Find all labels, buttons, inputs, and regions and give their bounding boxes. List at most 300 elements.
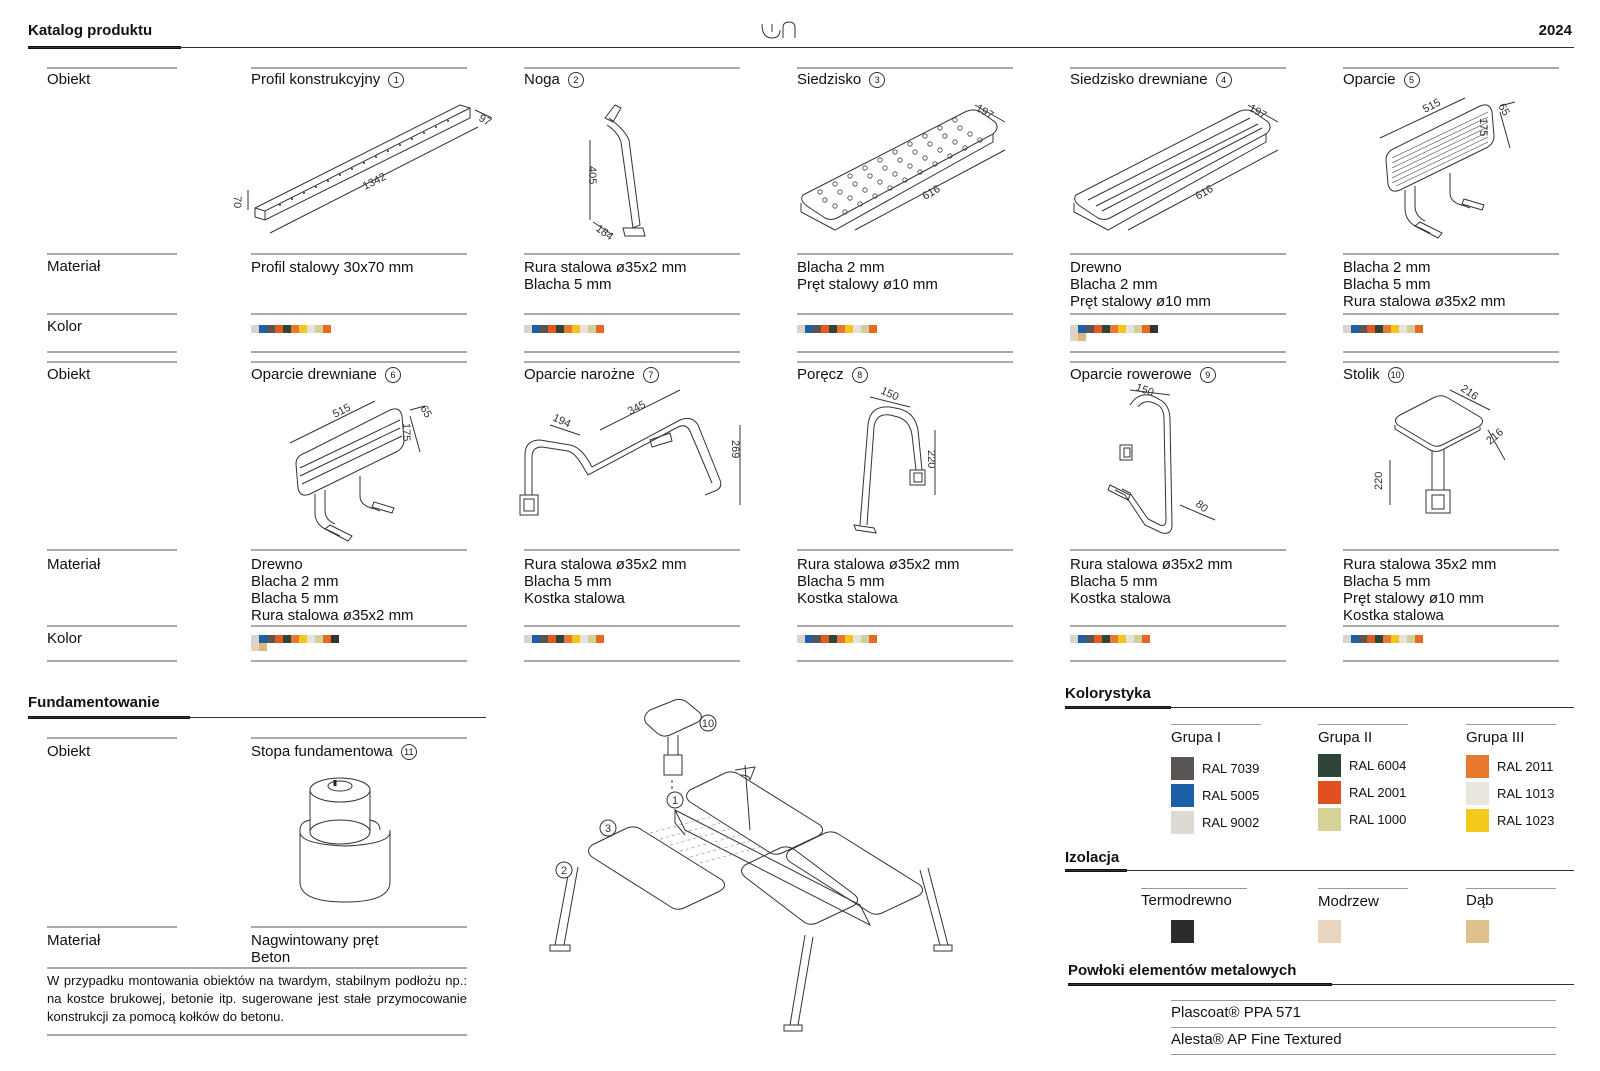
- swatch: [1086, 635, 1094, 643]
- foundation-title: Fundamentowanie: [28, 694, 160, 711]
- ral-code: RAL 2011: [1497, 759, 1554, 774]
- swatch: [1415, 325, 1423, 333]
- section-rule: [1068, 984, 1574, 985]
- rule: [1070, 625, 1286, 627]
- dim-label: 616: [1193, 183, 1216, 203]
- swatch: [1407, 325, 1415, 333]
- product-title-3: [797, 71, 885, 88]
- swatch: [1150, 325, 1158, 333]
- material-text: Nagwintowany pręt Beton: [251, 932, 379, 966]
- product-number: 5: [1404, 72, 1420, 88]
- rule: [797, 625, 1013, 627]
- swatch: [564, 325, 572, 333]
- color-group-title: Grupa II: [1318, 729, 1373, 746]
- color-swatches: [797, 325, 887, 333]
- rule: [524, 67, 740, 69]
- rule: [251, 660, 467, 662]
- dim-label: 70: [231, 196, 243, 209]
- swatch: [805, 325, 813, 333]
- swatch: [315, 325, 323, 333]
- rule: [1070, 67, 1286, 69]
- ral-item: [1171, 784, 1259, 807]
- foundation-drawing-icon: [295, 772, 405, 912]
- color-swatches: [524, 325, 614, 333]
- insulation-name: Termodrewno: [1141, 892, 1232, 909]
- color-swatches: [1070, 635, 1160, 643]
- profile-drawing-icon: [230, 100, 510, 250]
- swatch: [532, 635, 540, 643]
- swatch: [307, 325, 315, 333]
- color-chip: [1171, 811, 1194, 834]
- object-label: Obiekt: [47, 366, 91, 383]
- swatch: [813, 325, 821, 333]
- swatch: [1118, 325, 1126, 333]
- swatch: [307, 635, 315, 643]
- swatch: [596, 635, 604, 643]
- rule: [524, 313, 740, 315]
- color-chip: [1466, 809, 1489, 832]
- swatch: [1367, 325, 1375, 333]
- swatch: [1110, 635, 1118, 643]
- section-rule: [1065, 707, 1574, 708]
- section-rule: [28, 717, 486, 718]
- swatch: [1094, 635, 1102, 643]
- assembly-drawing-icon: [550, 695, 970, 1055]
- swatch: [853, 635, 861, 643]
- handrail-drawing-icon: [830, 385, 980, 545]
- swatch: [1351, 325, 1359, 333]
- swatch: [1070, 635, 1078, 643]
- ral-code: RAL 9002: [1202, 815, 1260, 830]
- rule: [1070, 361, 1286, 363]
- material-text: Profil stalowy 30x70 mm: [251, 259, 414, 276]
- swatch: [323, 635, 331, 643]
- color-chip: [1318, 808, 1341, 831]
- product-name: Stolik: [1343, 366, 1380, 383]
- swatch: [1126, 635, 1134, 643]
- swatch: [532, 325, 540, 333]
- ral-code: RAL 2001: [1349, 785, 1407, 800]
- swatch: [588, 325, 596, 333]
- callout-number: 10: [701, 718, 715, 730]
- swatch: [291, 635, 299, 643]
- color-chip: [1318, 754, 1341, 777]
- ral-item: [1466, 782, 1554, 805]
- callout-number: 3: [604, 823, 612, 835]
- swatch: [1070, 333, 1078, 341]
- rule: [797, 549, 1013, 551]
- ral-item: [1466, 755, 1553, 778]
- rule: [47, 313, 177, 315]
- material-label: Materiał: [47, 556, 101, 573]
- swatch: [556, 325, 564, 333]
- rule: [524, 351, 740, 353]
- color-swatches: [251, 635, 341, 651]
- rule: [251, 351, 467, 353]
- rule: [251, 313, 467, 315]
- ral-code: RAL 1023: [1497, 813, 1555, 828]
- dim-label: 80: [1193, 498, 1211, 516]
- ral-code: RAL 1013: [1497, 786, 1555, 801]
- dim-label: 97: [476, 112, 494, 129]
- rule: [47, 67, 177, 69]
- object-label: Obiekt: [47, 743, 91, 760]
- swatch: [1375, 635, 1383, 643]
- swatch: [837, 635, 845, 643]
- swatch: [548, 635, 556, 643]
- swatch: [540, 325, 548, 333]
- swatch: [540, 635, 548, 643]
- material-text: Blacha 2 mm Pręt stalowy ø10 mm: [797, 259, 938, 293]
- material-text: Drewno Blacha 2 mm Pręt stalowy ø10 mm: [1070, 259, 1211, 310]
- ral-code: RAL 1000: [1349, 812, 1407, 827]
- dim-label: 220: [1373, 471, 1385, 490]
- rule: [524, 549, 740, 551]
- swatch: [259, 643, 267, 651]
- coatings-title: Powłoki elementów metalowych: [1068, 962, 1297, 979]
- rule: [1343, 67, 1559, 69]
- swatch: [548, 325, 556, 333]
- ral-item: [1171, 811, 1259, 834]
- rule: [251, 625, 467, 627]
- coating-item: Plascoat® PPA 571: [1171, 1004, 1302, 1021]
- swatch: [1415, 635, 1423, 643]
- product-title-1: [251, 71, 404, 88]
- rule: [47, 351, 177, 353]
- rule: [1343, 549, 1559, 551]
- swatch: [1078, 333, 1086, 341]
- swatch: [821, 325, 829, 333]
- color-chip: [1171, 784, 1194, 807]
- product-name: Poręcz: [797, 366, 844, 383]
- rule: [524, 660, 740, 662]
- rule: [47, 660, 177, 662]
- rule: [251, 67, 467, 69]
- swatch: [1070, 325, 1078, 333]
- swatch: [813, 635, 821, 643]
- rule: [1171, 1000, 1556, 1001]
- dim-label: 150: [878, 384, 901, 404]
- swatch: [1134, 635, 1142, 643]
- swatch: [291, 325, 299, 333]
- swatch: [275, 325, 283, 333]
- ral-code: RAL 5005: [1202, 788, 1260, 803]
- rule: [524, 253, 740, 255]
- product-name: Oparcie: [1343, 71, 1396, 88]
- swatch: [1351, 635, 1359, 643]
- swatch: [251, 635, 259, 643]
- color-swatches: [1343, 325, 1433, 333]
- catalog-year: 2024: [1538, 22, 1572, 39]
- rule: [251, 549, 467, 551]
- product-title-11: [251, 743, 417, 760]
- swatch: [556, 635, 564, 643]
- rule: [1070, 549, 1286, 551]
- rule: [797, 351, 1013, 353]
- dim-label: 515: [330, 401, 353, 421]
- swatch: [1134, 325, 1142, 333]
- rule: [251, 737, 467, 739]
- swatch: [275, 635, 283, 643]
- swatch: [1359, 325, 1367, 333]
- coating-item: Alesta® AP Fine Textured: [1171, 1031, 1342, 1048]
- rule: [1343, 253, 1559, 255]
- brand-logo-icon: [759, 18, 797, 42]
- rule: [1343, 351, 1559, 353]
- swatch: [1399, 635, 1407, 643]
- color-chip: [1466, 782, 1489, 805]
- color-swatches: [797, 635, 887, 643]
- swatch: [323, 325, 331, 333]
- wooden-backrest-drawing-icon: [270, 398, 460, 548]
- product-number: 10: [1388, 367, 1404, 383]
- swatch: [1391, 635, 1399, 643]
- swatch: [797, 635, 805, 643]
- color-label: Kolor: [47, 318, 83, 335]
- ral-code: RAL 7039: [1202, 761, 1260, 776]
- product-title-7: [524, 366, 659, 383]
- rule: [47, 737, 177, 739]
- swatch: [1359, 635, 1367, 643]
- dim-label: 184: [593, 222, 616, 243]
- dim-label: 197: [973, 102, 996, 122]
- corner-backrest-drawing-icon: [520, 385, 750, 535]
- material-text: Rura stalowa ø35x2 mm Blacha 5 mm Kostka stalowa: [524, 556, 687, 607]
- table-drawing-icon: [1373, 382, 1530, 545]
- product-number: 6: [385, 367, 401, 383]
- product-title-4: [1070, 71, 1232, 88]
- dim-label: 405: [586, 166, 598, 185]
- swatch: [267, 325, 275, 333]
- ral-item: [1318, 808, 1406, 831]
- swatch: [1102, 325, 1110, 333]
- rule: [797, 313, 1013, 315]
- insulation-title: Izolacja: [1065, 849, 1120, 866]
- swatch: [1142, 325, 1150, 333]
- wooden-seat-drawing-icon: [1068, 100, 1298, 240]
- swatch: [1343, 635, 1351, 643]
- swatch: [259, 325, 267, 333]
- rule: [524, 361, 740, 363]
- swatch: [829, 325, 837, 333]
- swatch: [869, 635, 877, 643]
- material-text: Rura stalowa 35x2 mm Blacha 5 mm Pręt stalowy ø10 mm Kostka stalowa: [1343, 556, 1497, 624]
- swatch: [797, 325, 805, 333]
- rule: [251, 361, 467, 363]
- rule: [1171, 724, 1261, 725]
- swatch: [1078, 635, 1086, 643]
- rule: [251, 253, 467, 255]
- product-name: Siedzisko: [797, 71, 862, 88]
- rule: [47, 253, 177, 255]
- dim-label: 515: [1420, 96, 1443, 116]
- swatch: [588, 635, 596, 643]
- rule: [1141, 888, 1247, 889]
- callout-number: 1: [671, 795, 679, 807]
- ral-item: [1318, 754, 1406, 777]
- swatch: [861, 325, 869, 333]
- ral-item: [1171, 757, 1259, 780]
- insulation-name: Dąb: [1466, 892, 1494, 909]
- swatch: [1094, 325, 1102, 333]
- swatch: [596, 325, 604, 333]
- rule: [1070, 660, 1286, 662]
- swatch: [869, 325, 877, 333]
- dim-label: 65: [417, 403, 434, 421]
- rule: [797, 660, 1013, 662]
- swatch: [267, 635, 275, 643]
- swatch: [580, 325, 588, 333]
- product-number: 9: [1200, 367, 1216, 383]
- swatch: [572, 635, 580, 643]
- swatch: [845, 325, 853, 333]
- product-name: Siedzisko drewniane: [1070, 71, 1208, 88]
- swatch: [1399, 325, 1407, 333]
- rule: [1171, 1054, 1556, 1055]
- swatch: [283, 325, 291, 333]
- catalog-title: Katalog produktu: [28, 22, 153, 39]
- swatch: [861, 635, 869, 643]
- product-title-6: [251, 366, 401, 383]
- rule: [1070, 351, 1286, 353]
- color-swatches: [1343, 635, 1433, 643]
- product-title-5: [1343, 71, 1420, 88]
- swatch: [1086, 325, 1094, 333]
- rule: [1171, 1027, 1556, 1028]
- dim-label: 175: [400, 423, 412, 442]
- rule: [47, 361, 177, 363]
- product-name: Noga: [524, 71, 560, 88]
- color-swatches: [1070, 325, 1160, 341]
- product-title-10: [1343, 366, 1404, 383]
- swatch: [1142, 635, 1150, 643]
- material-label: Materiał: [47, 932, 101, 949]
- rule: [251, 926, 467, 928]
- dim-label: 150: [1133, 381, 1156, 400]
- swatch: [1118, 635, 1126, 643]
- product-title-2: [524, 71, 584, 88]
- swatch: [283, 635, 291, 643]
- swatch: [299, 635, 307, 643]
- swatch: [564, 635, 572, 643]
- rule: [797, 253, 1013, 255]
- product-number: 1: [388, 72, 404, 88]
- swatch: [821, 635, 829, 643]
- color-label: Kolor: [47, 630, 83, 647]
- header-rule: [28, 47, 1574, 48]
- product-number: 2: [568, 72, 584, 88]
- rule: [1466, 888, 1556, 889]
- swatch: [251, 325, 259, 333]
- material-text: Rura stalowa ø35x2 mm Blacha 5 mm Kostka stalowa: [1070, 556, 1233, 607]
- section-rule: [1065, 870, 1574, 871]
- swatch: [331, 635, 339, 643]
- product-number: 4: [1216, 72, 1232, 88]
- swatch: [1375, 325, 1383, 333]
- color-chip: [1171, 757, 1194, 780]
- rule: [524, 625, 740, 627]
- swatch: [1383, 635, 1391, 643]
- product-name: Oparcie rowerowe: [1070, 366, 1192, 383]
- material-text: Blacha 2 mm Blacha 5 mm Rura stalowa ø35x2 mm: [1343, 259, 1506, 310]
- swatch: [524, 635, 532, 643]
- ral-code: RAL 6004: [1349, 758, 1407, 773]
- rule: [1318, 724, 1408, 725]
- rule: [1343, 660, 1559, 662]
- installation-note: W przypadku montowania obiektów na twardym, stabilnym podłożu np.: na kostce brukowej, betonie itp. sugerowane jest stałe przymocowanie konstrukcji za pomocą kołków do betonu.: [47, 973, 467, 1024]
- material-label: Materiał: [47, 258, 101, 275]
- bike-rest-drawing-icon: [1100, 381, 1250, 545]
- product-number: 7: [643, 367, 659, 383]
- rule: [1466, 724, 1556, 725]
- rule: [47, 967, 467, 969]
- rule: [47, 625, 177, 627]
- dim-label: 194: [550, 411, 573, 431]
- product-number: 3: [869, 72, 885, 88]
- seat-drawing-icon: [795, 100, 1025, 240]
- rule: [1070, 313, 1286, 315]
- wood-chip: [1318, 920, 1341, 943]
- swatch: [1343, 325, 1351, 333]
- swatch: [845, 635, 853, 643]
- material-text: Rura stalowa ø35x2 mm Blacha 5 mm Kostka stalowa: [797, 556, 960, 607]
- colors-title: Kolorystyka: [1065, 685, 1151, 702]
- swatch: [1102, 635, 1110, 643]
- product-title-9: [1070, 366, 1216, 383]
- dim-label: 65: [1495, 101, 1512, 119]
- leg-drawing-icon: [585, 100, 665, 245]
- dim-label: 616: [920, 183, 943, 203]
- product-name: Oparcie narożne: [524, 366, 635, 383]
- backrest-drawing-icon: [1370, 98, 1540, 243]
- rule: [1070, 253, 1286, 255]
- rule: [47, 549, 177, 551]
- object-label: Obiekt: [47, 71, 91, 88]
- swatch: [805, 635, 813, 643]
- rule: [797, 67, 1013, 69]
- swatch: [1367, 635, 1375, 643]
- swatch: [1383, 325, 1391, 333]
- swatch: [259, 635, 267, 643]
- swatch: [1407, 635, 1415, 643]
- swatch: [1110, 325, 1118, 333]
- swatch: [524, 325, 532, 333]
- color-group-title: Grupa III: [1466, 729, 1525, 746]
- callout-number: 2: [560, 865, 568, 877]
- rule: [1318, 888, 1408, 889]
- ral-item: [1318, 781, 1406, 804]
- rule: [797, 361, 1013, 363]
- swatch: [572, 325, 580, 333]
- product-name: Stopa fundamentowa: [251, 743, 393, 760]
- dim-label: 1342: [360, 170, 389, 193]
- product-number: 8: [852, 367, 868, 383]
- product-number: 11: [401, 744, 417, 760]
- product-name: Profil konstrukcyjny: [251, 71, 381, 88]
- dim-label: 197: [1246, 102, 1269, 122]
- rule: [1343, 313, 1559, 315]
- dim-label: 220: [925, 450, 937, 469]
- swatch: [1078, 325, 1086, 333]
- color-chip: [1318, 781, 1341, 804]
- rule: [47, 1034, 467, 1036]
- swatch: [829, 635, 837, 643]
- color-swatches: [251, 325, 341, 333]
- dim-label: 345: [625, 398, 648, 418]
- material-text: Drewno Blacha 2 mm Blacha 5 mm Rura stalowa ø35x2 mm: [251, 556, 414, 624]
- ral-item: [1466, 809, 1554, 832]
- swatch: [1126, 325, 1134, 333]
